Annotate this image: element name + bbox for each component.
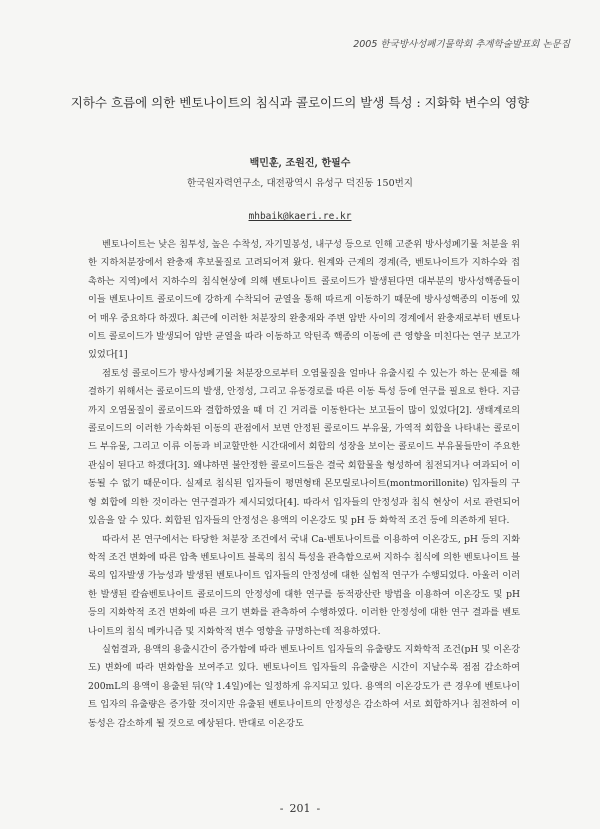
page-number-value: 201 — [289, 802, 311, 815]
affiliation: 한국원자력연구소, 대전광역시 유성구 덕진동 150번지 — [187, 178, 413, 189]
author-list: 백민훈, 조원진, 한필수 — [249, 158, 351, 169]
running-header: 2005 한국방사성폐기물학회 추계학술발표회 논문집 — [353, 39, 570, 50]
paper-title: 지하수 흐름에 의한 벤토나이트의 침식과 콜로이드의 발생 특성 : 지화학 변수의 영향 — [70, 95, 530, 110]
author-email[interactable]: mhbaik@kaeri.re.kr — [248, 211, 352, 222]
paragraph-4: 실험결과, 용액의 용출시간이 증가함에 따라 벤토나이트 입자들의 유출량도 지화학적 조건(pH 및 이온강도) 변화에 따라 변화함을 보여주고 있다. 벤토나이트 입자들의 유출량은 시간이 지날수록 점점 감소하여 200mL의 용액이 용출된 뒤(약 1.4일)에는 일정하게 유지되고 있다. 용액의 이온강도가 큰 경우에 벤토나이트 입자의 유출량은 증가할 것이지만 유출된 벤토나이트의 안정성은 감소하여 서로 회합하거나 침전하여 이동성은 감소하게 될 것으로 예상된다. 반대로 이온강도 — [88, 643, 520, 729]
paragraph-1: 벤토나이트는 낮은 침투성, 높은 수착성, 자기밀봉성, 내구성 등으로 인해 고준위 방사성폐기물 처분을 위한 지하처분장에서 완충재 후보물질로 고려되어져 왔다. 원계와 근계의 경계(즉, 벤토나이트가 지하수와 접촉하는 지역)에서 지하수의 침식현상에 의해 벤토나이트 콜로이드가 발생된다면 대부분의 방사성핵종들이 이들 벤토나이트 콜로이드에 강하게 수착되어 균열을 통해 따르게 이동하기 때문에 방사성핵종의 이동에 있어 매우 중요하다 하겠다. 최근에 이러한 처분장의 완충재와 주변 암반 사이의 경계에서 완충재로부터 벤토나이트 콜로이드가 발생되어 암반 균열을 따라 이동하고 악틴족 핵종의 이동에 큰 영향을 미친다는 연구 보고가 있었다[1] — [88, 239, 520, 361]
paragraph-2: 점토성 콜로이드가 방사성폐기물 처분장으로부터 오염물질을 얼마나 유출시킬 수 있는가 하는 문제를 해결하기 위해서는 콜로이드의 발생, 안정성, 그리고 유동경로를 따른 이동 특성 등에 연구를 필요로 한다. 지금까지 오염물질이 콜로이드와 결합하였을 때 더 긴 거리를 이동한다는 보고들이 많이 있었다[2]. 생태계로의 콜로이드의 이러한 가속화된 이동의 관점에서 보면 안정된 콜로이드 부유물, 가역적 회합을 나타내는 콜로이드 부유물, 그리고 이류 이동과 비교할만한 시간대에서 회합의 성장을 보이는 콜로이드 부유물들만이 주요한 관심이 된다고 하겠다[3]. 왜냐하면 불안정한 콜로이드들은 결국 회합물을 형성하여 침전되거나 여과되어 이동될 수 없기 때문이다. 실제로 침식된 입자들이 평면형태 몬모릴로나이트(montmorillonite) 입자들의 구형 회합에 의한 것이라는 연구결과가 제시되었다[4]. 따라서 입자들의 안정성과 침식 현상이 서로 관련되어 있음을 알 수 있다. 회합된 입자들의 안정성은 용액의 이온강도 및 pH 등 화학적 조건 등에 의존하게 된다. — [88, 367, 520, 527]
body-text — [88, 236, 520, 733]
page-number: - 201 - — [279, 802, 321, 815]
paragraph-3: 따라서 본 연구에서는 타당한 처분장 조건에서 국내 Ca-벤토나이트를 이용하여 이온강도, pH 등의 지화학적 조건 변화에 따른 압축 벤토나이트 블록의 침식 특성을 관측함으로써 지하수 침식에 의한 벤토나이트 블록의 입자발생 가능성과 발생된 벤토나이트 입자들의 안정성에 대한 실험적 연구가 수행되었다. 아울러 이러한 발생된 칼슘벤토나이트 콜로이드의 안정성에 대한 연구를 동적광산란 방법을 이용하여 이온강도 및 pH 등의 지화학적 조건 변화에 따른 크기 변화를 관측하여 수행하였다. 이러한 안정성에 대한 연구 결과를 벤토나이트의 침식 메카니즘 및 지화학적 변수 영향을 규명하는데 적용하였다. — [88, 533, 520, 637]
